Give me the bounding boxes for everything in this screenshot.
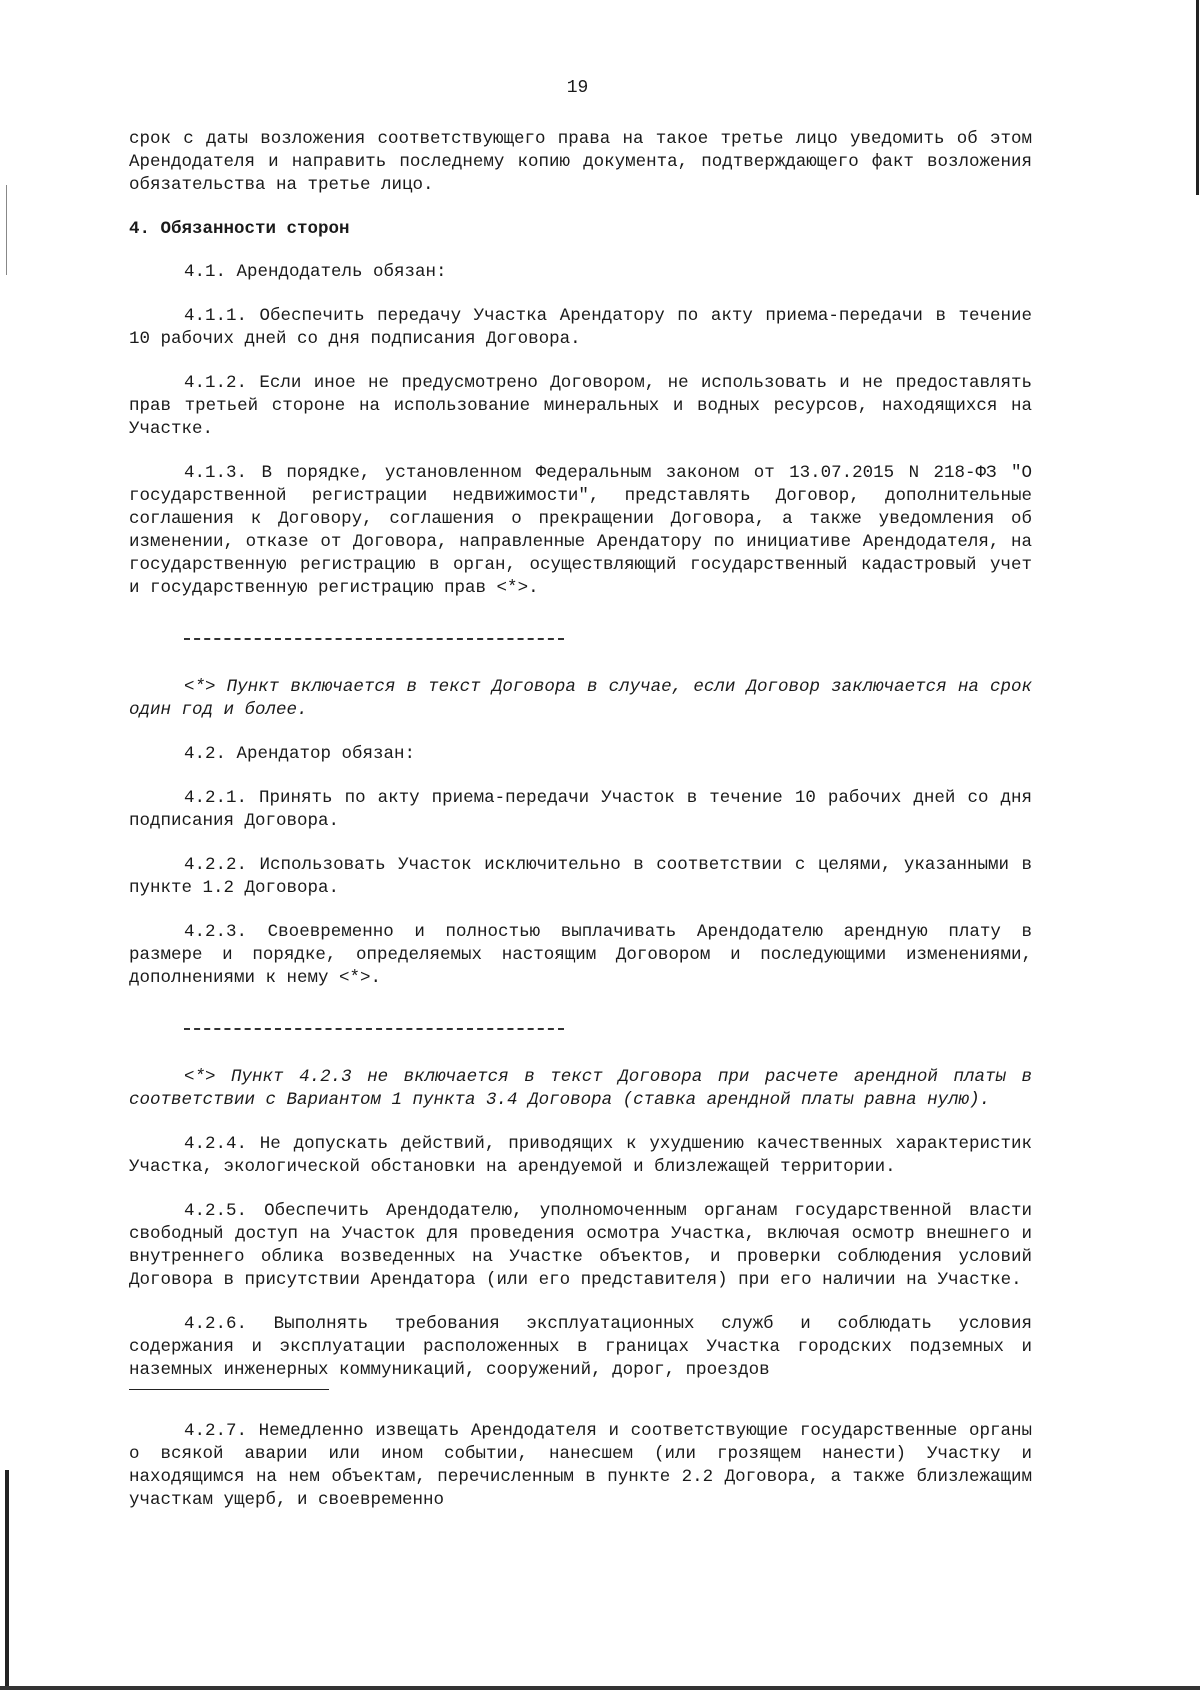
paragraph-4-2-4: 4.2.4. Не допускать действий, приводящих к ухудшению качественных характеристик Участка, экологической обстановки на арендуемой и близлежащей территории.	[129, 1134, 1032, 1177]
scan-edge-mark	[6, 185, 7, 275]
page-number: 19	[566, 78, 589, 98]
paragraph-4-2-2: 4.2.2. Использовать Участок исключительно в соответствии с целями, указанными в пункте 1.2 Договора.	[129, 855, 1032, 898]
scan-edge-mark	[0, 1686, 1200, 1690]
scan-edge-mark	[5, 1470, 9, 1690]
paragraph-4-1-1: 4.1.1. Обеспечить передачу Участка Арендатору по акту приема-передачи в течение 10 рабочих дней со дня подписания Договора.	[129, 306, 1032, 349]
footnote-separator	[184, 617, 564, 640]
footnote-4-2-3: <*> Пункт 4.2.3 не включается в текст Договора при расчете арендной платы в соответствии с Вариантом 1 пункта 3.4 Договора (ставка арендной платы равна нулю).	[129, 1067, 1032, 1110]
paragraph-intro: срок с даты возложения соответствующего права на такое третье лицо уведомить об этом Арендодателя и направить последнему копию документа, подтверждающего факт возложения обязательства на третье лицо.	[129, 129, 1032, 195]
paragraph-4-2-3: 4.2.3. Своевременно и полностью выплачивать Арендодателю арендную плату в размере и порядке, определяемых настоящим Договором и последующими изменениями, дополнениями к нему <*>.	[129, 922, 1032, 988]
paragraph-4-1-2: 4.1.2. Если иное не предусмотрено Договором, не использовать и не предоставлять прав третьей стороне на использование минеральных и водных ресурсов, находящихся на Участке.	[129, 373, 1032, 439]
paragraph-4-2-5: 4.2.5. Обеспечить Арендодателю, уполномоченным органам государственной власти свободный доступ на Участок для проведения осмотра Участка, включая осмотр внешнего и внутреннего облика возведенных на Участке объектов, и проверки соблюдения условий Договора в присутствии Арендатора (или его представителя) при его наличии на Участке.	[129, 1201, 1032, 1290]
paragraph-4-2-1: 4.2.1. Принять по акту приема-передачи Участок в течение 10 рабочих дней со дня подписания Договора.	[129, 788, 1032, 831]
footnote-separator	[184, 1007, 564, 1030]
document-body	[129, 128, 1032, 1533]
paragraph-4-2-7: 4.2.7. Немедленно извещать Арендодателя и соответствующие государственные органы о всякой аварии или ином событии, нанесшем (или грозящем нанести) Участку и находящимся на нем объектам, перечисленным в пункте 2.2 Договора, а также близлежащим участкам ущерб, и своевременно	[129, 1421, 1032, 1510]
blank-fill-line	[129, 1389, 329, 1390]
section-heading: 4. Обязанности сторон	[129, 219, 350, 239]
paragraph-4-1: 4.1. Арендодатель обязан:	[184, 262, 447, 282]
paragraph-4-2: 4.2. Арендатор обязан:	[184, 744, 416, 764]
scan-edge-mark	[1196, 0, 1199, 195]
paragraph-4-1-3: 4.1.3. В порядке, установленном Федеральным законом от 13.07.2015 N 218-ФЗ "О государственной регистрации недвижимости", представлять Договор, дополнительные соглашения к Договору, соглашения о прекращении Договора, а также уведомления об изменении, отказе от Договора, направленные Арендатору по инициативе Арендодателя, на государственную регистрацию в орган, осуществляющий государственный кадастровый учет и государственную регистрацию прав <*>.	[129, 463, 1032, 598]
footnote-4-1-3: <*> Пункт включается в текст Договора в случае, если Договор заключается на срок один год и более.	[129, 677, 1032, 720]
paragraph-4-2-6: 4.2.6. Выполнять требования эксплуатационных служб и соблюдать условия содержания и эксплуатации расположенных в границах Участка городских подземных и наземных инженерных коммуникаций, сооружений, дорог, проездов	[129, 1314, 1032, 1380]
